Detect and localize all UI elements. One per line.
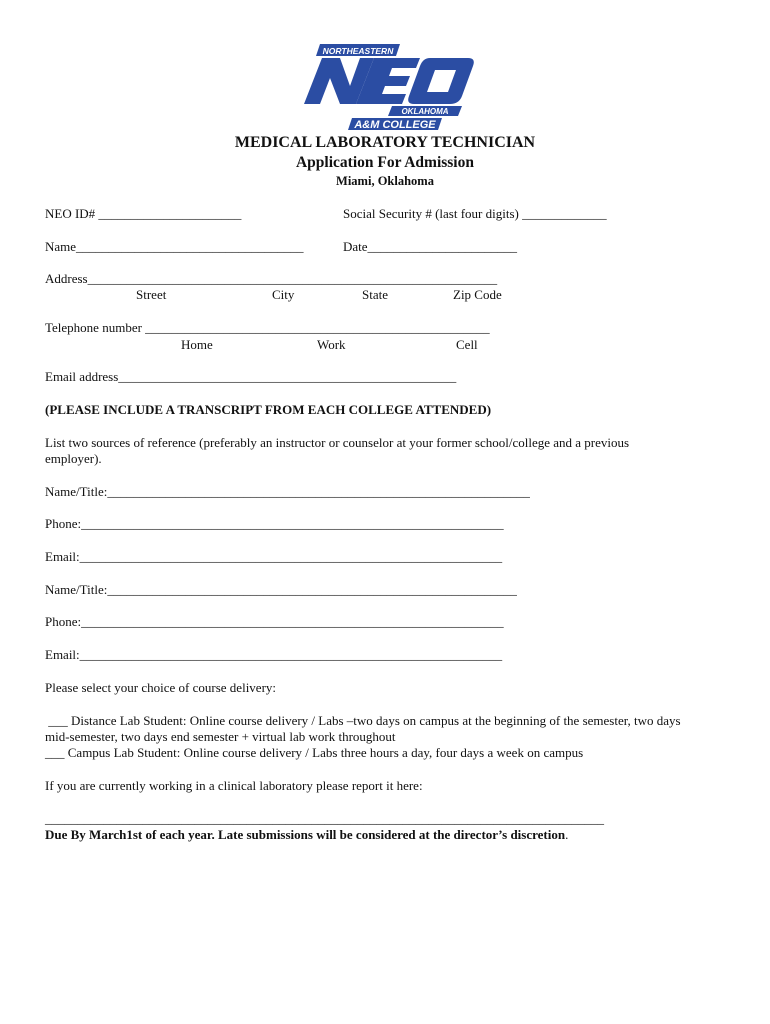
phone-label-work: Work (317, 337, 346, 352)
delivery-option-campus[interactable]: ___ Campus Lab Student: Online course delivery / Labs three hours a day, four days a week on campus (45, 745, 584, 760)
due-note-bold: Due By March1st of each year. Late submissions will be considered at the director’s discretion (45, 827, 566, 842)
ref1-name-title-field[interactable]: Name/Title:_________________________________________________________________ (45, 484, 530, 499)
delivery-prompt: Please select your choice of course delivery: (45, 680, 277, 695)
form-subtitle: Application For Admission (295, 154, 474, 171)
logo-college-text: A&M COLLEGE (354, 119, 436, 131)
phone-label-home: Home (181, 337, 213, 352)
address-label-street: Street (136, 287, 167, 302)
due-note (45, 827, 568, 843)
ref2-phone-field[interactable]: Phone:_________________________________________________________________ (45, 614, 504, 629)
name-field[interactable]: Name___________________________________ (45, 239, 304, 254)
ref2-name-title-field[interactable]: Name/Title:_______________________________________________________________ (45, 582, 517, 597)
ref1-email-field[interactable]: Email:_________________________________________________________________ (45, 549, 503, 564)
logo-letter-o (408, 58, 474, 104)
email-field[interactable]: Email address____________________________________________________ (45, 369, 457, 384)
address-label-zip: Zip Code (453, 287, 502, 302)
address-label-state: State (362, 287, 388, 302)
form-location: Miami, Oklahoma (336, 174, 434, 188)
ref1-phone-field[interactable]: Phone:_________________________________________________________________ (45, 516, 504, 531)
clinical-report-field[interactable]: ______________________________________________________________________________________ (45, 811, 604, 826)
delivery-option-distance-cont: mid-semester, two days end semester + virtual lab work throughout (45, 729, 396, 744)
delivery-option-distance[interactable]: ___ Distance Lab Student: Online course delivery / Labs –two days on campus at the beginning of the semester, two days (45, 713, 681, 728)
neo-logo (290, 40, 480, 132)
due-note-period: . (565, 827, 569, 842)
date-field[interactable]: Date_______________________ (343, 239, 518, 254)
clinical-prompt: If you are currently working in a clinical laboratory please report it here: (45, 778, 423, 793)
form-title: MEDICAL LABORATORY TECHNICIAN (234, 134, 536, 151)
neo-id-field[interactable]: NEO ID# ______________________ (45, 206, 242, 221)
address-label-city: City (272, 287, 295, 302)
telephone-field[interactable]: Telephone number _____________________________________________________ (45, 320, 490, 335)
logo-top-text: NORTHEASTERN (322, 46, 394, 56)
references-instructions: List two sources of reference (preferably an instructor or counselor at your former school/college and a previous employer). (45, 435, 630, 466)
phone-label-cell: Cell (456, 337, 478, 352)
logo-state-text: OKLAHOMA (401, 107, 449, 116)
ref2-email-field[interactable]: Email:_________________________________________________________________ (45, 647, 503, 662)
transcript-note: (PLEASE INCLUDE A TRANSCRIPT FROM EACH COLLEGE ATTENDED) (45, 402, 492, 417)
address-field[interactable]: Address_______________________________________________________________ (45, 271, 498, 286)
ssn-field[interactable]: Social Security # (last four digits) _____________ (343, 206, 607, 221)
